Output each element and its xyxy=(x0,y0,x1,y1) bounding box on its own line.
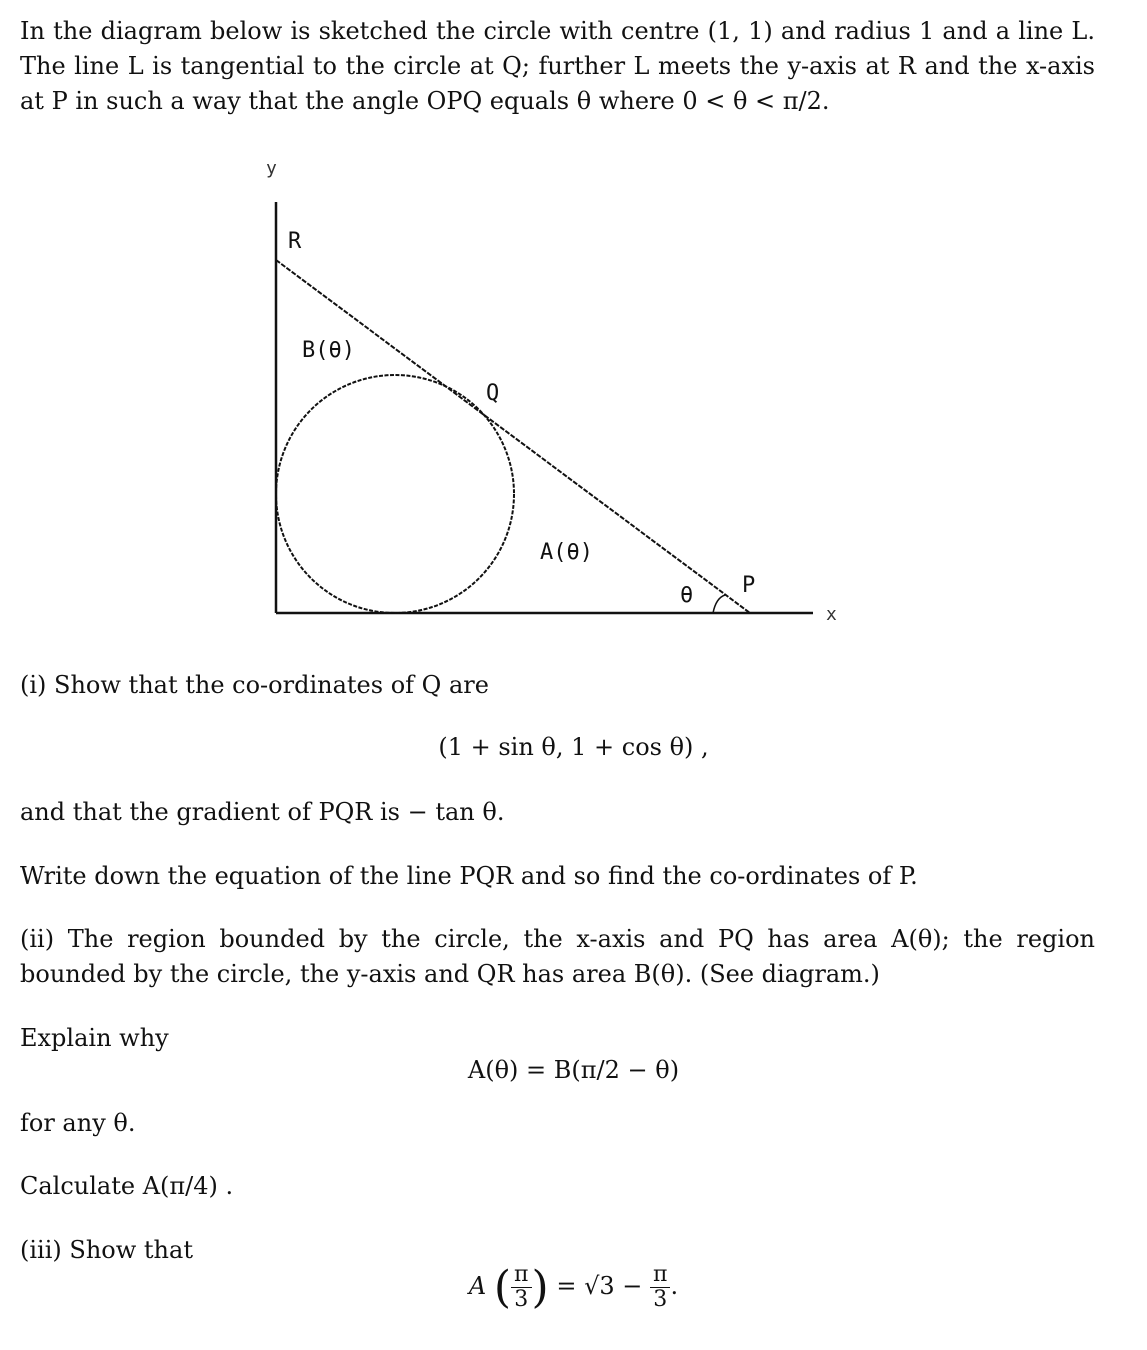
gradient-statement: and that the gradient of PQR is − tan θ. xyxy=(20,798,505,826)
tangent-line-L xyxy=(276,260,750,613)
part-ii-regions: (ii) The region bounded by the circle, the x-axis and PQ has area A(θ); the region bounded by the circle, the y-axis and QR has area B(θ). (See diagram.) xyxy=(20,925,1095,988)
for-any-theta: for any θ. xyxy=(20,1109,136,1137)
line-equation-task: Write down the equation of the line PQR and so find the co-ordinates of P. xyxy=(20,862,918,890)
point-Q-label: Q xyxy=(486,381,500,406)
circle-tangent-diagram xyxy=(250,150,860,640)
x-axis-label: x xyxy=(826,604,837,625)
part-iii-prompt: (iii) Show that xyxy=(20,1236,193,1264)
part-i-prompt: (i) Show that the co-ordinates of Q are xyxy=(20,671,489,699)
point-P-label: P xyxy=(742,573,756,598)
minus-sign: − xyxy=(622,1272,643,1300)
angle-theta-label: θ xyxy=(680,583,694,608)
formula-A: A xyxy=(468,1272,487,1300)
equals-sign: = xyxy=(556,1272,577,1300)
intro-paragraph: In the diagram below is sketched the circle with centre (1, 1) and radius 1 and a line L. The line L is tangential to the circle at Q; further L meets the y-axis at R and the x-axis at P in such a way that the angle OPQ equals θ where 0 < θ < π/2. xyxy=(20,17,1095,115)
region-B-label: B(θ) xyxy=(302,338,355,363)
final-formula xyxy=(0,1262,1147,1313)
region-A-label: A(θ) xyxy=(540,540,593,565)
calculate-task: Calculate A(π/4) . xyxy=(20,1172,234,1200)
area-identity: A(θ) = B(π/2 − θ) xyxy=(467,1056,680,1084)
right-paren: ) xyxy=(531,1262,549,1313)
circle xyxy=(276,375,514,613)
explain-why: Explain why xyxy=(20,1024,169,1052)
angle-arc xyxy=(713,595,725,613)
q-coordinates: (1 + sin θ, 1 + cos θ) , xyxy=(438,733,709,761)
rhs-pi-over-3-fraction: $\frac{\pi}{3}$ xyxy=(650,1263,670,1312)
final-period: . xyxy=(670,1272,679,1300)
point-R-label: R xyxy=(288,229,302,254)
pi-over-3-fraction: $\frac{\pi}{3}$ xyxy=(511,1263,531,1312)
sqrt-three: √3 xyxy=(584,1272,615,1300)
left-paren: ( xyxy=(493,1262,512,1313)
y-axis-label: y xyxy=(266,158,277,179)
